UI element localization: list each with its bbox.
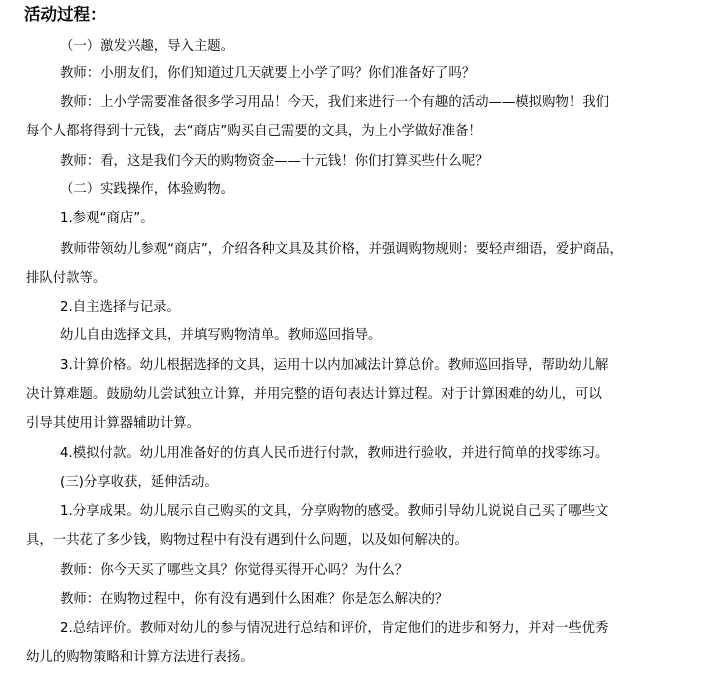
paragraph-line: 具，一共花了多少钱，购物过程中有没有遇到什么问题，以及如何解决的。 — [26, 533, 468, 548]
paragraph-line: 2.总结评价。教师对幼儿的参与情况进行总结和评价，肯定他们的进步和努力，并对一些优秀 — [60, 621, 609, 636]
paragraph-line: 决计算难题。鼓励幼儿尝试独立计算，并用完整的语句表达计算过程。对于计算困难的幼儿，可以 — [26, 387, 602, 402]
paragraph-line: 1.分享成果。幼儿展示自己购买的文具，分享购物的感受。教师引导幼儿说说自己买了哪些文 — [60, 504, 609, 519]
paragraph-line: 教师带领幼儿参观“商店”，介绍各种文具及其价格，并强调购物规则：要轻声细语，爱护商品， — [60, 242, 623, 257]
paragraph-line: 排队付款等。 — [26, 271, 107, 286]
list-item-heading: 1.参观“商店”。 — [60, 211, 154, 226]
subsection-heading-3: (三)分享收获，延伸活动。 — [60, 475, 218, 490]
subsection-heading-2: （二）实践操作，体验购物。 — [60, 182, 235, 197]
list-item-heading: 2.自主选择与记录。 — [60, 300, 180, 315]
paragraph-line: 幼儿自由选择文具，并填写购物清单。教师巡回指导。 — [60, 328, 382, 343]
paragraph-line: 4.模拟付款。幼儿用准备好的仿真人民币进行付款，教师进行验收，并进行简单的找零练习。 — [60, 446, 609, 461]
paragraph-line: 教师：小朋友们，你们知道过几天就要上小学了吗？你们准备好了吗？ — [60, 66, 476, 81]
paragraph-line: 3.计算价格。幼儿根据选择的文具，运用十以内加减法计算总价。教师巡回指导，帮助幼儿解 — [60, 358, 609, 373]
paragraph-line: 教师：在购物过程中，你有没有遇到什么困难？你是怎么解决的？ — [60, 592, 449, 607]
paragraph-line: 每个人都将得到十元钱，去“商店”购买自己需要的文具，为上小学做好准备！ — [26, 124, 482, 139]
paragraph-line: 引导其使用计算器辅助计算。 — [26, 416, 201, 431]
paragraph-line: 教师：看，这是我们今天的购物资金——十元钱！你们打算买些什么呢？ — [60, 154, 489, 169]
paragraph-line: 教师：你今天买了哪些文具？你觉得买得开心吗？为什么？ — [60, 563, 409, 578]
paragraph-line: 幼儿的购物策略和计算方法进行表扬。 — [26, 650, 254, 665]
paragraph-line: 教师：上小学需要准备很多学习用品！今天，我们来进行一个有趣的活动——模拟购物！我们 — [60, 95, 610, 110]
section-heading: 活动过程： — [24, 5, 107, 24]
subsection-heading-1: （一）激发兴趣，导入主题。 — [60, 39, 235, 54]
